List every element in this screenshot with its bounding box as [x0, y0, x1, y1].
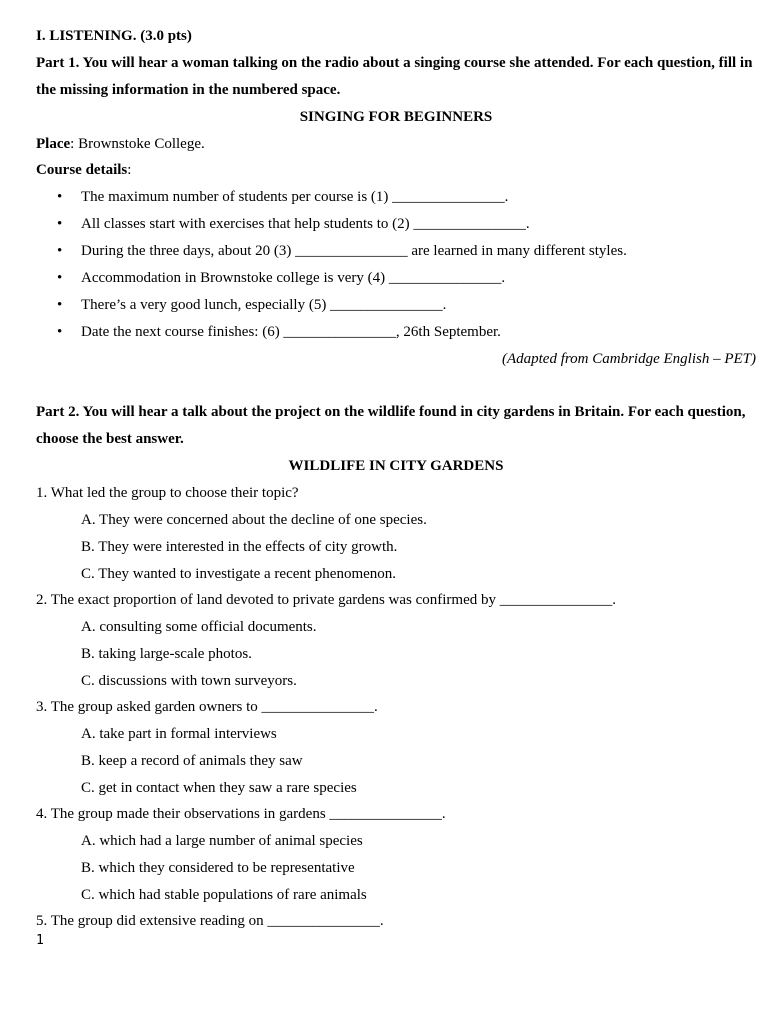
- place-value: : Brownstoke College.: [70, 136, 205, 152]
- section-heading: I. LISTENING. (3.0 pts): [36, 28, 192, 44]
- course-details-label: Course details: [36, 162, 128, 178]
- part1-title: SINGING FOR BEGINNERS: [299, 109, 493, 125]
- question-1-option-a: A. They were concerned about the decline of one species.: [81, 512, 427, 528]
- course-detail-item-4: Accommodation in Brownstoke college is very (4) _______________.: [81, 270, 506, 286]
- course-detail-item-3: During the three days, about 20 (3) _______________ are learned in many different styles.: [81, 243, 627, 259]
- question-2-option-c: C. discussions with town surveyors.: [81, 673, 297, 689]
- course-details-colon: :: [127, 162, 132, 178]
- question-1-option-c: C. They wanted to investigate a recent phenomenon.: [81, 566, 397, 582]
- question-4-option-b: B. which they considered to be representative: [81, 860, 355, 876]
- course-detail-item-2: All classes start with exercises that help students to (2) _______________.: [81, 216, 530, 232]
- question-1: 1. What led the group to choose their topic?: [36, 485, 299, 501]
- question-2-option-a: A. consulting some official documents.: [81, 619, 317, 635]
- bullet-icon: •: [57, 243, 63, 259]
- course-detail-item-6: Date the next course finishes: (6) _______________, 26th September.: [81, 324, 501, 340]
- place-label: Place: [36, 136, 71, 152]
- question-4: 4. The group made their observations in gardens _______________.: [36, 806, 446, 822]
- question-2: 2. The exact proportion of land devoted to private gardens was confirmed by _______________.: [36, 592, 616, 608]
- question-3-option-c: C. get in contact when they saw a rare species: [81, 780, 357, 796]
- bullet-icon: •: [57, 216, 63, 232]
- course-details-line: [36, 161, 131, 179]
- bullet-icon: •: [57, 297, 63, 313]
- bullet-icon: •: [57, 270, 63, 286]
- bullet-icon: •: [57, 324, 63, 340]
- course-detail-item-1: The maximum number of students per course is (1) _______________.: [81, 189, 509, 205]
- question-4-option-a: A. which had a large number of animal species: [81, 833, 363, 849]
- question-5: 5. The group did extensive reading on _______________.: [36, 913, 384, 929]
- part1-source: (Adapted from Cambridge English – PET): [501, 351, 756, 367]
- question-2-option-b: B. taking large-scale photos.: [81, 646, 252, 662]
- bullet-icon: •: [57, 189, 63, 205]
- page-number: 1: [36, 933, 44, 948]
- part1-instruction-line2: the missing information in the numbered space.: [36, 82, 341, 98]
- question-3-option-b: B. keep a record of animals they saw: [81, 753, 303, 769]
- question-3: 3. The group asked garden owners to _______________.: [36, 699, 378, 715]
- part2-instruction-line2: choose the best answer.: [36, 431, 184, 447]
- part2-instruction-line1: Part 2. You will hear a talk about the project on the wildlife found in city gardens in Britain. For each question,: [36, 404, 746, 420]
- part2-title: WILDLIFE IN CITY GARDENS: [288, 458, 504, 474]
- question-4-option-c: C. which had stable populations of rare animals: [81, 887, 367, 903]
- place-line: [36, 135, 205, 153]
- question-3-option-a: A. take part in formal interviews: [81, 726, 277, 742]
- question-1-option-b: B. They were interested in the effects of city growth.: [81, 539, 398, 555]
- part1-instruction-line1: Part 1. You will hear a woman talking on the radio about a singing course she attended. For each question, fill in: [36, 55, 753, 71]
- course-detail-item-5: There’s a very good lunch, especially (5) _______________.: [81, 297, 447, 313]
